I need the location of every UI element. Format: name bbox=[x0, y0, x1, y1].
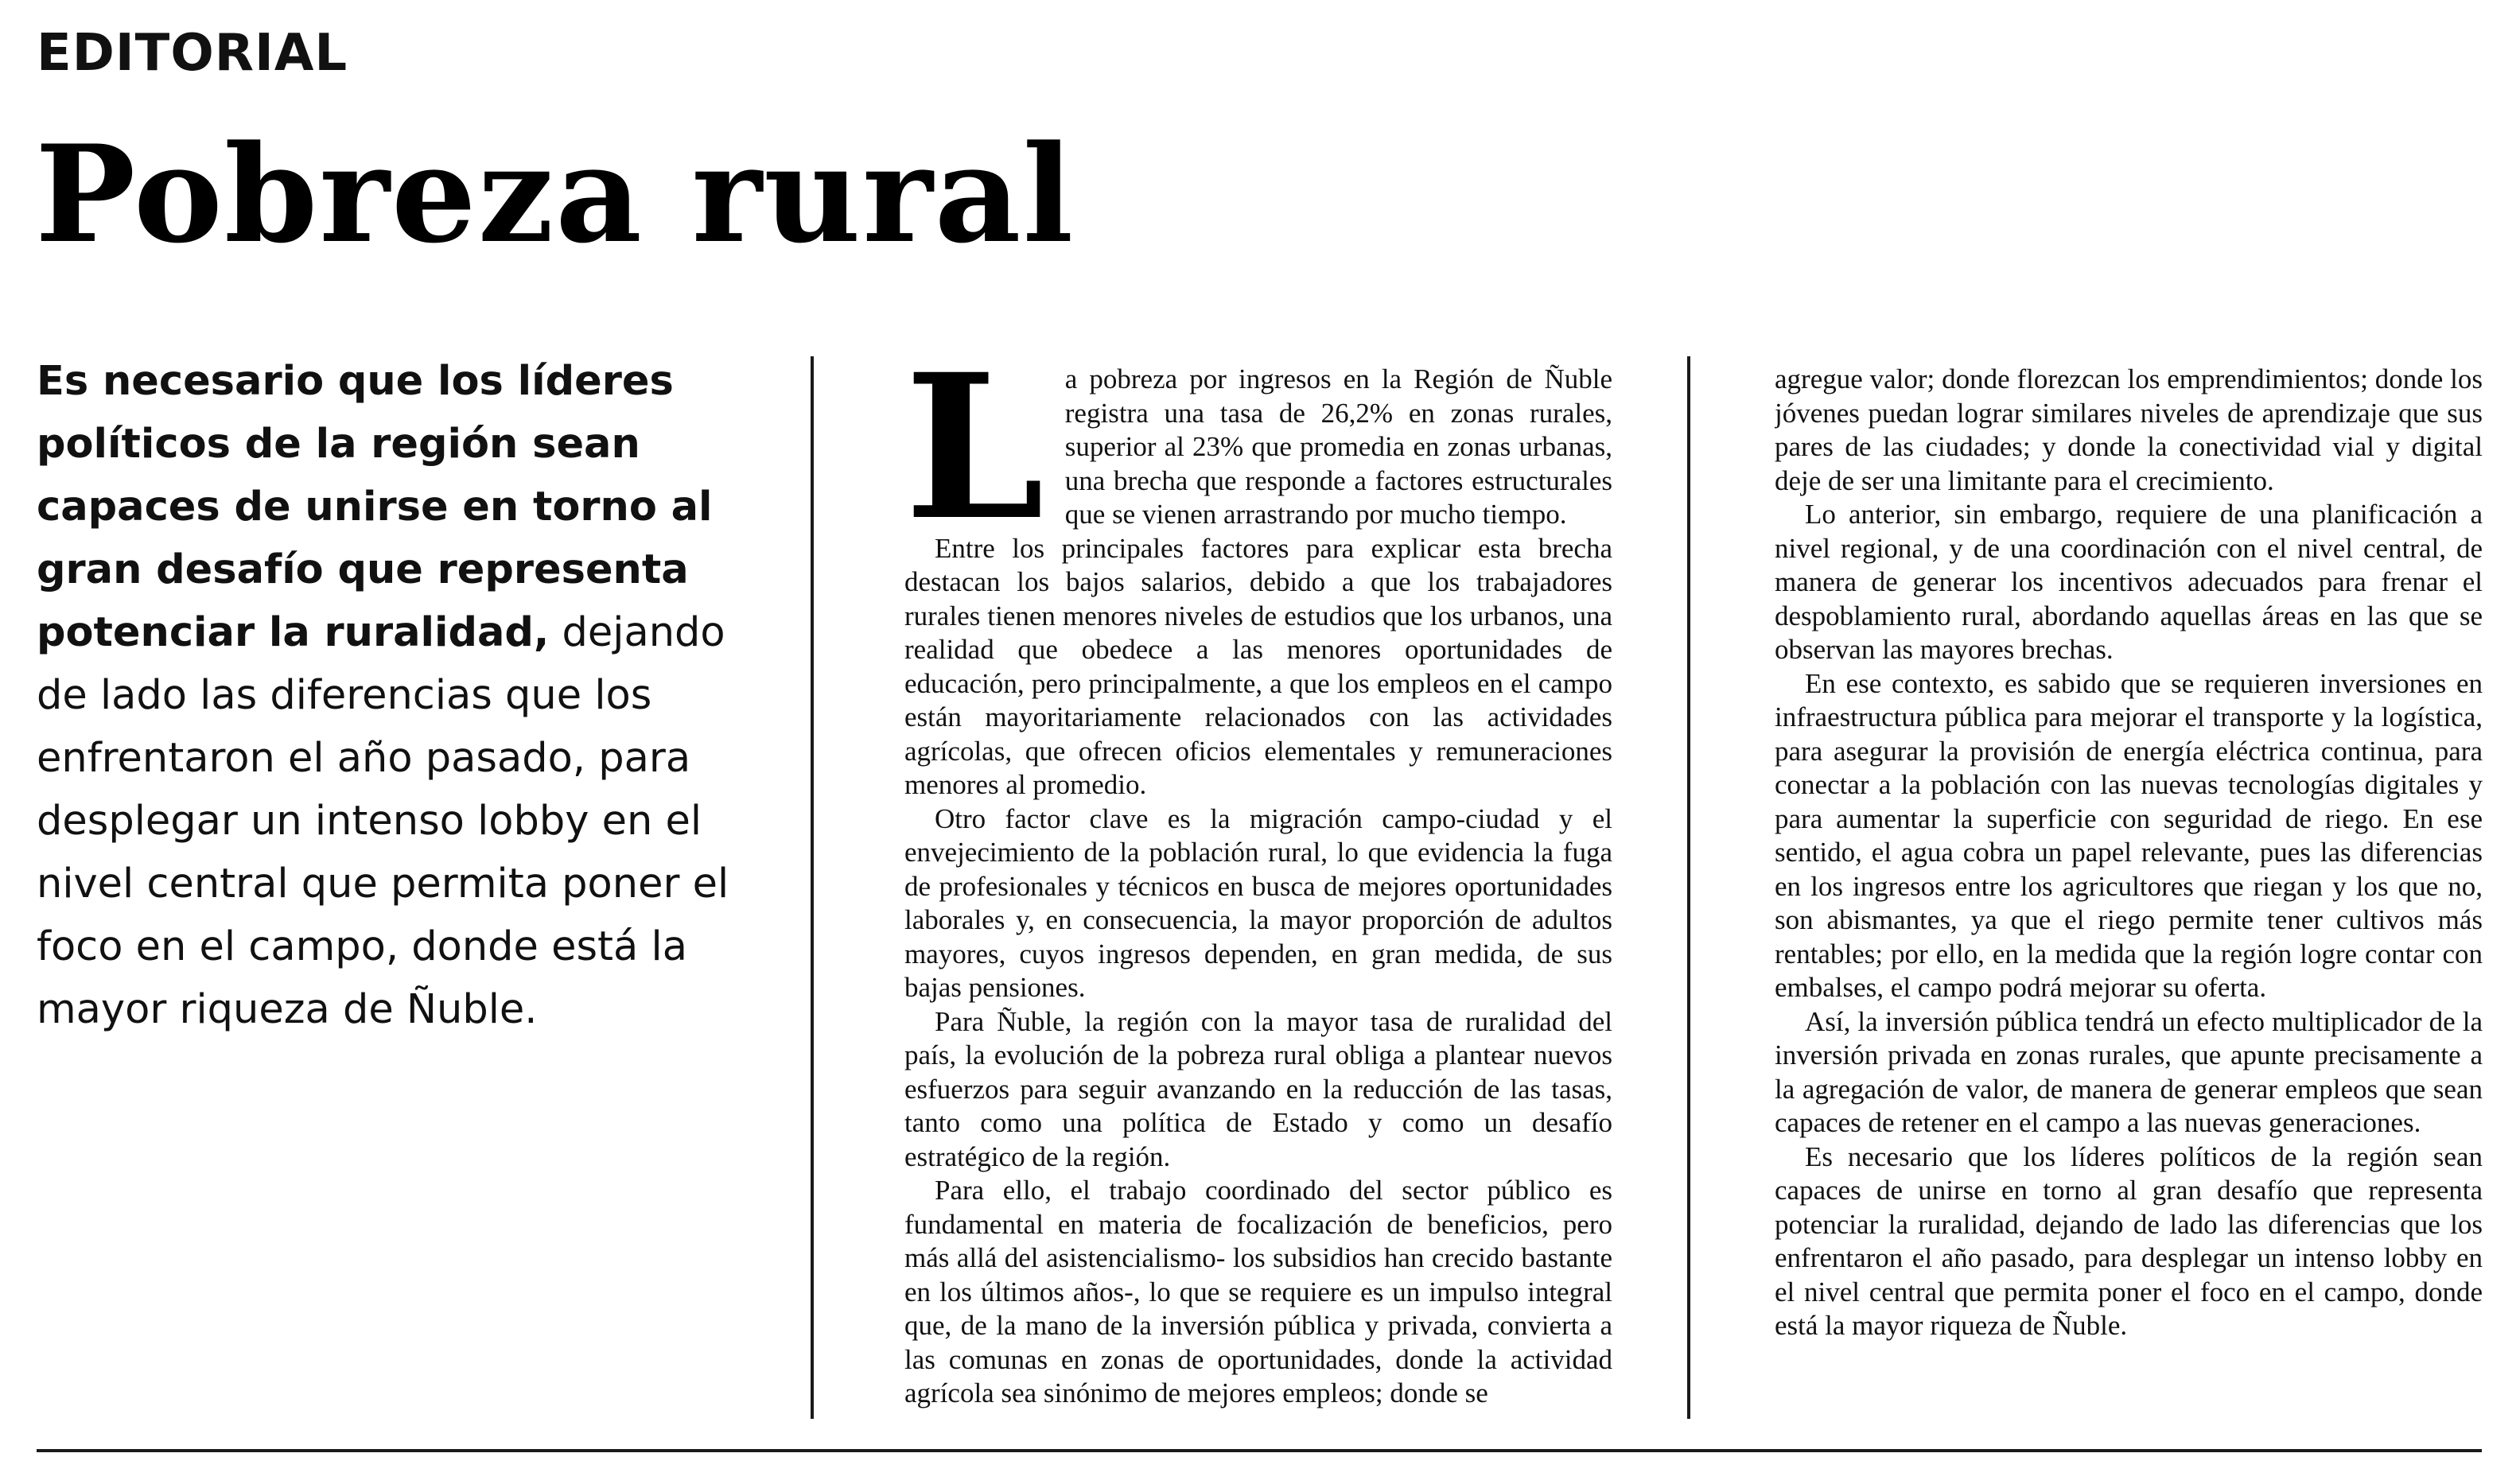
article-paragraph: agregue valor; donde florezcan los emprendimientos; donde los jóvenes puedan lograr similares niveles de aprendizaje que sus pares de las ciudades; y donde la conectividad vial y digital deje de ser una limitante para el crecimiento. bbox=[1775, 363, 2483, 496]
pull-quote-regular: dejando de lado las diferencias que los enfrentaron el año pasado, para desplegar un intenso lobby en el nivel central que permita poner el foco en el campo, donde está la mayor riqueza de Ñuble. bbox=[37, 609, 729, 1033]
article-paragraph: En ese contexto, es sabido que se requieren inversiones en infraestructura pública para mejorar el transporte y la logística, para asegurar la provisión de energía eléctrica continua, para conectar a la población con las nuevas tecnologías digitales y para aumentar la superficie con seguridad de riego. En ese sentido, el agua cobra un papel relevante, pues las diferencias en los ingresos entre los agricultores que riegan y los que no, son abismantes, ya que el riego permite tener cultivos más rentables; por ello, en la medida que la región logre contar con embalses, el campo podrá mejorar su oferta. bbox=[1775, 667, 2483, 1003]
article-column-1 bbox=[904, 363, 1612, 1420]
column-divider-right bbox=[1687, 356, 1690, 1419]
section-label: EDITORIAL bbox=[37, 24, 348, 83]
article-paragraph: Así, la inversión pública tendrá un efecto multiplicador de la inversión privada en zonas rurales, que apunte precisamente a la agregación de valor, de manera de generar empleos que sean capaces de retener en el campo a las nuevas generaciones. bbox=[1775, 1005, 2483, 1138]
article-column-2 bbox=[1775, 363, 2483, 1420]
article-paragraph: Otro factor clave es la migración campo-ciudad y el envejecimiento de la población rural, lo que evidencia la fuga de profesionales y técnicos en busca de mejores oportunidades laborales y, en consecuencia, la mayor proporción de adultos mayores, cuyos ingresos dependen, en gran medida, de sus bajas pensiones. bbox=[904, 802, 1612, 1003]
drop-cap: L bbox=[904, 363, 1044, 564]
column-divider-left bbox=[811, 356, 814, 1419]
article-paragraph: Entre los principales factores para explicar esta brecha destacan los bajos salarios, debido a que los trabajadores rurales tienen menores niveles de estudios que los urbanos, una realidad que obedece a las menores oportunidades de educación, pero principalmente, a que los empleos en el campo están mayoritariamente relacionados con las actividades agrícolas, que ofrecen oficios elementales y remuneraciones menores al promedio. bbox=[904, 532, 1612, 800]
pull-quote bbox=[37, 350, 784, 1041]
pull-quote-bold: Es necesario que los líderes políticos de la región sean capaces de unirse en torno al gran desafío que representa potenciar la ruralidad, bbox=[37, 358, 713, 656]
article-paragraph: Lo anterior, sin embargo, requiere de una planificación a nivel regional, y de una coordinación con el nivel central, de manera de generar los incentivos adecuados para frenar el despoblamiento rural, abordando aquellas áreas en las que se observan las mayores brechas. bbox=[1775, 499, 2483, 665]
article-paragraph: Es necesario que los líderes políticos de la región sean capaces de unirse en torno al gran desafío que representa potenciar la ruralidad, dejando de lado las diferencias que los enfrentaron el año pasado, para desplegar un intenso lobby en el nivel central que permita poner el foco en el campo, donde está la mayor riqueza de Ñuble. bbox=[1775, 1140, 2483, 1341]
bottom-rule bbox=[37, 1449, 2482, 1452]
article-paragraph: Para ello, el trabajo coordinado del sector público es fundamental en materia de focalización de beneficios, pero más allá del asistencialismo- los subsidios han crecido bastante en los últimos años-, lo que se requiere es un impulso integral que, de la mano de la inversión pública y privada, convierta a las comunas en zonas de oportunidades, donde la actividad agrícola sea sinónimo de mejores empleos; donde se bbox=[904, 1175, 1612, 1408]
article-paragraph: Para Ñuble, la región con la mayor tasa de ruralidad del país, la evolución de la pobreza rural obliga a plantear nuevos esfuerzos para seguir avanzando en la reducción de las tasas, tanto como una política de Estado y como un desafío estratégico de la región. bbox=[904, 1005, 1612, 1172]
headline: Pobreza rural bbox=[35, 115, 1075, 273]
article-paragraph: La pobreza por ingresos en la Región de Ñuble registra una tasa de 26,2% en zonas rurales, superior al 23% que promedia en zonas urbanas, una brecha que responde a factores estructurales que se vienen arrastrando por mucho tiempo. bbox=[904, 363, 1612, 564]
